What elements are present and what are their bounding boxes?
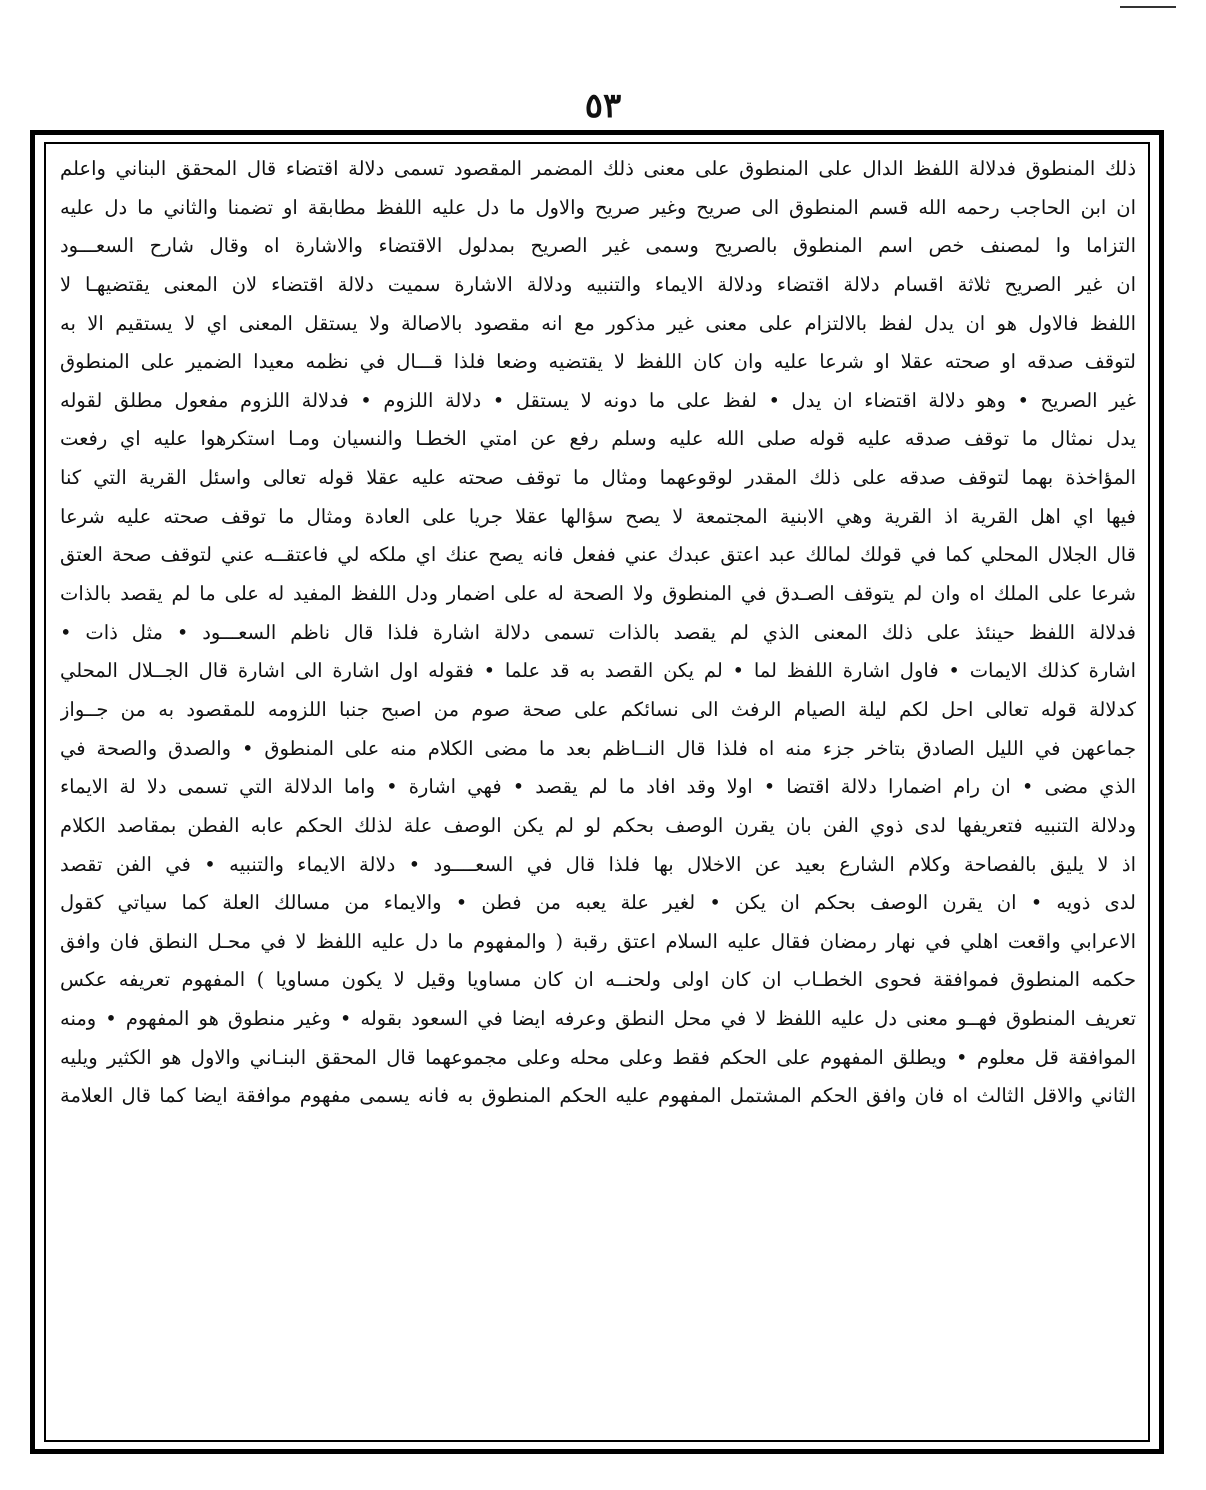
text-line: الموافقة قل معلوم • ويطلق المفهوم على الحكم فقط وعلى محله وعلى مجموعهما قال المحقق البنـاني والاول هو الكثير ويليه <box>60 1045 1136 1069</box>
text-line: كدلالة قوله تعالى احل لكم ليلة الصيام الرفث الى نسائكم على صحة صوم من اصبح جنبا اللزومه للمقصود به من جــواز <box>60 697 1136 721</box>
text-line: لتوقف صدقه او صحته عقلا او شرعا عليه وان كان اللفظ لا يقتضيه وضعا فلذا قـــال في نظمه معيدا الضمير على المنطوق <box>60 350 1136 374</box>
text-line: اللفظ فالاول هو ان يدل لفظ بالالتزام على معنى غير مذكور مع انه مقصود بالاصالة ولا يستقل المعنى اي لا يستقيم الا به <box>60 311 1136 335</box>
text-line: يدل نمثال ما توقف صدقه عليه قوله صلى الله عليه وسلم رفع عن امتي الخطـا والنسيان ومـا استكرهوا عليه اي رفعت <box>60 427 1136 451</box>
text-line: الاعرابي واقعت اهلي في نهار رمضان فقال عليه السلام اعتق رقبة ( والمفهوم ما دل عليه اللفظ لا في محـل النطق فان وافق <box>60 929 1136 953</box>
text-line: فيها اي اهل القرية اذ القرية وهي الابنية المجتمعة لا يصح سؤالها عقلا جريا على العادة ومثال ما توقف صحته عليه شرعا <box>60 504 1136 528</box>
top-edge-mark <box>1120 0 1176 8</box>
text-line: ودلالة التنبيه فتعريفها لدى ذوي الفن بان يقرن الوصف بحكم لو لم يكن الوصف علة لذلك الحكم عابه الفطن بمقاصد الكلام <box>60 813 1136 837</box>
text-line: ان ابن الحاجب رحمه الله قسم المنطوق الى صريح وغير صريح والاول ما دل عليه اللفظ مطابقة او تضمنا والثاني ما دل عليه <box>60 195 1136 219</box>
text-line: غير الصريح • وهو دلالة اقتضاء ان يدل • لفظ على ما دونه لا يستقل • دلالة اللزوم • فدلالة اللزوم مفعول مطلق لقوله <box>60 388 1136 412</box>
text-line: لدى ذويه • ان يقرن الوصف بحكم ان يكن • لغير علة يعبه من فطن • والايماء من مسالك العلة كما سياتي كقول <box>60 891 1136 915</box>
text-line: ان غير الصريح ثلاثة اقسام دلالة اقتضاء ودلالة الايماء والتنبيه ودلالة الاشارة سميت دلالة اقتضاء لان المعنى يقتضيهـا لا <box>60 272 1136 296</box>
text-line: ذلك المنطوق فدلالة اللفظ الدال على المنطوق على معنى ذلك المضمر المقصود تسمى دلالة اقتضاء قال المحقق البناني واعلم <box>60 157 1136 180</box>
text-line: التزاما وا لمصنف خص اسم المنطوق بالصريح وسمى غير الصريح بمدلول الاقتضاء والاشارة اه وقال شارح السعـــود <box>60 234 1136 258</box>
text-line: فدلالة اللفظ حينئذ على ذلك المعنى الذي لم يقصد بالذات تسمى دلالة اشارة فلذا قال ناظم السعـــود • مثل ذات • <box>60 620 1136 644</box>
text-line: الذي مضى • ان رام اضمارا دلالة اقتضا • اولا وقد افاد ما لم يقصد • فهي اشارة • واما الدلالة التي تسمى دلا لة الايماء <box>60 775 1136 799</box>
text-line: شرعا على الملك اه وان لم يتوقف الصـدق في المنطوق ولا الصحة له على اضمار ودل اللفظ المفيد له على ما لم يقصد بالذات <box>60 582 1136 606</box>
text-line: قال الجلال المحلي كما في قولك لمالك عبد اعتق عبدك عني ففعل فانه يصح عنك اي ملكه لي فاعتقــه عني لتوقف صحة العتق <box>60 543 1136 567</box>
text-line: تعريف المنطوق فهــو معنى دل عليه اللفظ لا في محل النطق وعرفه ايضا في السعود بقوله • وغير منطوق هو المفهوم • ومنه <box>60 1007 1136 1031</box>
text-line: المؤاخذة بهما لتوقف صدقه على ذلك المقدر لوقوعهما ومثال ما توقف صحته عليه عقلا قوله تعالى واسئل القرية التي كنا <box>60 466 1136 490</box>
text-line: اذ لا يليق بالفصاحة وكلام الشارع بعيد عن الاخلال بها فلذا قال في السعــــود • دلالة الايماء والتنبيه • في الفن تقصد <box>60 852 1136 876</box>
text-line: جماعهن في الليل الصادق بتاخر جزء منه اه فلذا قال النــاظم بعد ما مضى الكلام منه على المنطوق • والصدق والصحة في <box>60 736 1136 760</box>
text-line: الثاني والاقل الثالث اه فان وافق الحكم المشتمل المفهوم عليه الحكم المنطوق به فانه يسمى مفهوم موافقة ايضا كما قال العلامة <box>60 1084 1136 1108</box>
page-number: ٥٣ <box>584 86 622 126</box>
text-line: حكمه المنطوق فموافقة فحوى الخطـاب ان كان اولى ولحنــه ان كان مساويا وقيل لا يكون مساويا ) المفهوم تعريفه عكس <box>60 968 1136 992</box>
text-line: اشارة كذلك الايمات • فاول اشارة اللفظ لما • لم يكن القصد به قد علما • فقوله اول اشارة الى اشارة قال الجــلال المحلي <box>60 659 1136 683</box>
text-block <box>60 150 1136 1116</box>
